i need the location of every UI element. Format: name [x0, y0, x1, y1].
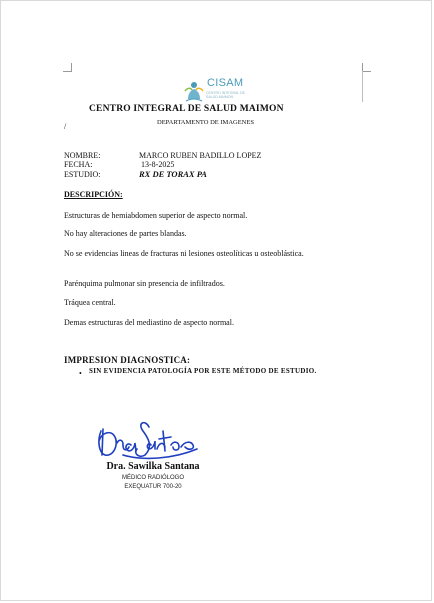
margin-line — [362, 71, 363, 102]
doctor-exequatur: EXEQUATUR 700-20 — [124, 484, 182, 490]
doctor-role: MÉDICO RADIÓLOGO — [121, 475, 184, 481]
doctor-name: Dra. Sawilka Santana — [106, 461, 200, 472]
date-value: 13-8-2025 — [141, 160, 175, 169]
department-label: DEPARTAMENTO DE IMAGENES — [157, 119, 254, 126]
impression-heading: IMPRESION DIAGNOSTICA: — [64, 355, 191, 365]
description-heading: DESCRIPCIÓN: — [64, 190, 123, 199]
description-paragraph: No hay alteraciones de partes blandas. — [64, 229, 187, 238]
date-label: FECHA: — [64, 160, 93, 169]
logo-text: CISAM — [207, 77, 244, 89]
corner-mark-top-right — [362, 63, 371, 72]
slash-mark: / — [64, 122, 67, 131]
study-label: ESTUDIO: — [64, 170, 101, 179]
description-paragraph: Demas estructuras del mediastino de aspecto normal. — [64, 318, 234, 327]
logo-subtext: CENTRO INTEGRAL DE SALUD MAIMON — [206, 91, 245, 99]
study-value: RX DE TORAX PA — [139, 169, 207, 179]
corner-mark-top-left — [63, 63, 72, 72]
impression-item: SIN EVIDENCIA PATOLOGÍA POR ESTE MÉTODO DE ESTUDIO. — [89, 367, 317, 375]
description-paragraph: Estructuras de hemiabdomen superior de aspecto normal. — [64, 211, 248, 220]
description-paragraph: Tráquea central. — [64, 298, 116, 307]
description-paragraph: No se evidencias lineas de fracturas ni lesiones osteolíticas u osteoblástica. — [64, 249, 304, 258]
handwritten-signature-icon — [93, 411, 203, 463]
name-label: NOMBRE: — [64, 151, 101, 160]
name-value: MARCO RUBEN BADILLO LOPEZ — [139, 151, 262, 160]
center-title: CENTRO INTEGRAL DE SALUD MAIMON — [89, 104, 284, 114]
bullet-icon: • — [79, 369, 82, 378]
description-paragraph: Parénquima pulmonar sin presencia de infiltrados. — [64, 279, 225, 288]
